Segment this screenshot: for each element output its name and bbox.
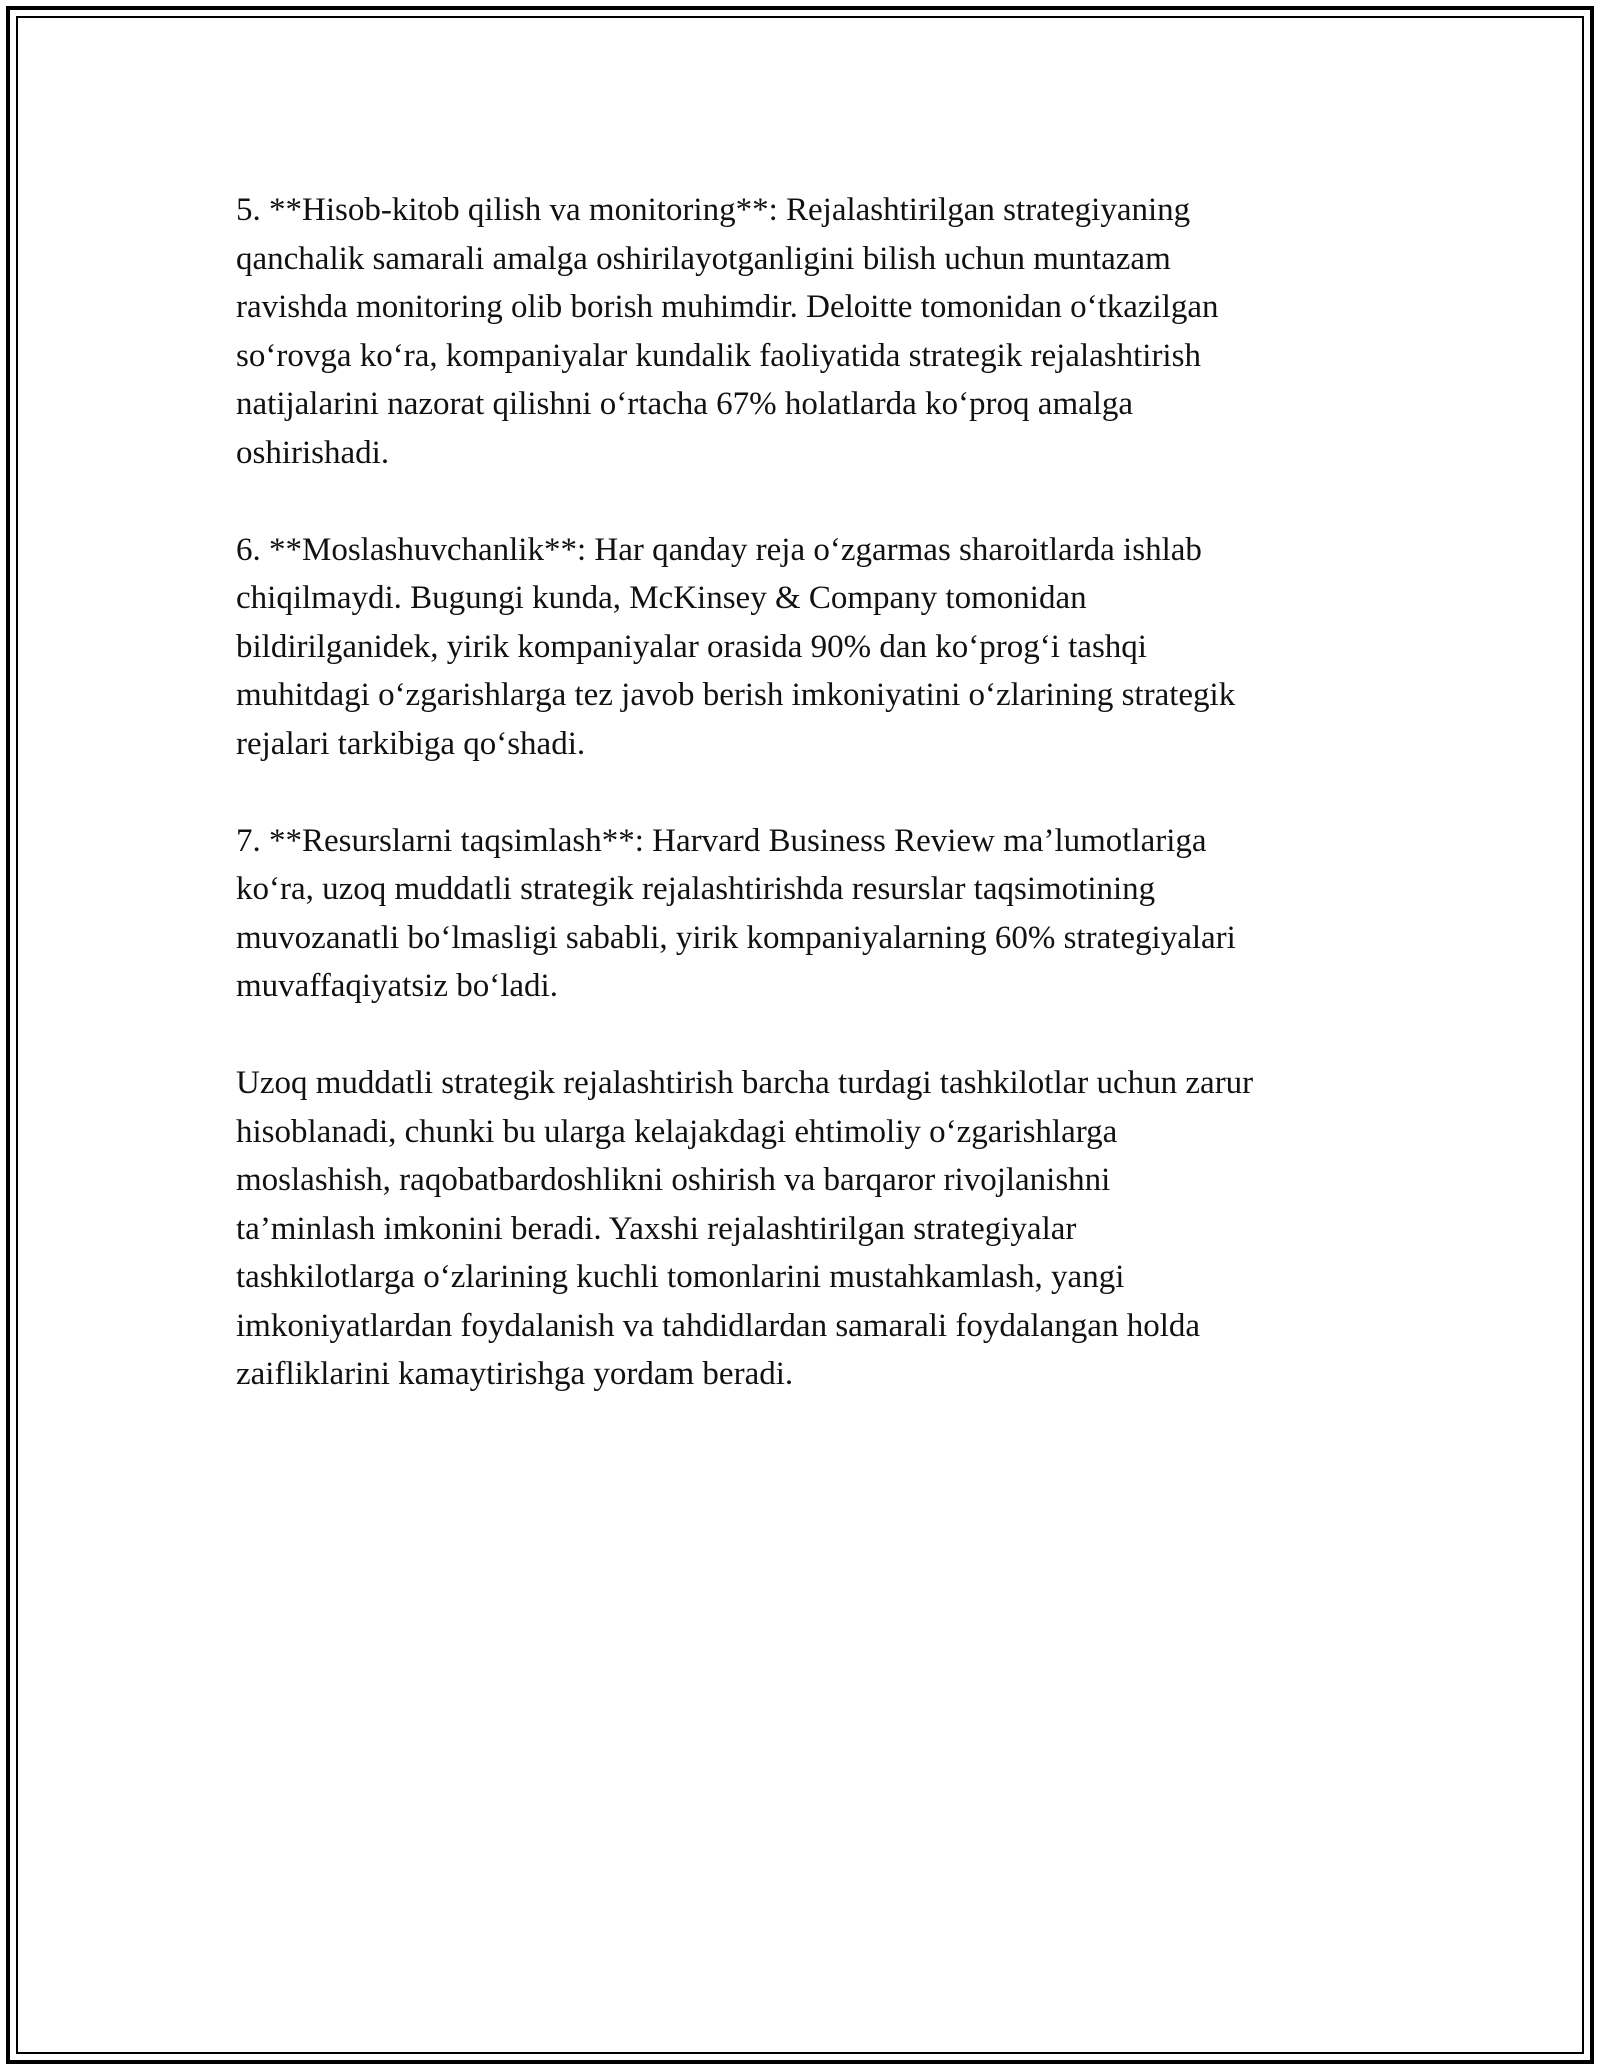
paragraph-monitoring: 5. **Hisob-kitob qilish va monitoring**: Rejalashtirilgan strategiyaning qanchalik samarali amalga oshirilayotganligini bilish uchun muntazam ravishda monitoring olib borish muhimdir. Deloitte tomonidan o‘tkazilgan so‘rovga ko‘ra, kompaniyalar kundalik faoliyatida strategik rejalashtirish natijalarini nazorat qilishni o‘rtacha 67% holatlarda ko‘proq amalga oshirishadi.: [236, 192, 1219, 471]
paragraph-conclusion: Uzoq muddatli strategik rejalashtirish barcha turdagi tashkilotlar uchun zarur hisoblanadi, chunki bu ularga kelajakdagi ehtimoliy o‘zgarishlarga moslashish, raqobatbardoshlikni oshirish va barqaror rivojlanishni ta’minlash imkonini beradi. Yaxshi rejalashtirilgan strategiyalar tashkilotlarga o‘zlarining kuchli tomonlarini mustahkamlash, yangi imkoniyatlardan foydalanish va tahdidlardan samarali foydalangan holda zaifliklarini kamaytirishga yordam beradi.: [236, 1065, 1254, 1392]
paragraph-flexibility: 6. **Moslashuvchanlik**: Har qanday reja o‘zgarmas sharoitlarda ishlab chiqilmaydi. Bugungi kunda, McKinsey & Company tomonidan bildirilganidek, yirik kompaniyalar orasida 90% dan ko‘prog‘i tashqi muhitdagi o‘zgarishlarga tez javob berish imkoniyatini o‘zlarining strategik rejalari tarkibiga qo‘shadi.: [236, 531, 1236, 762]
document-body: [236, 186, 1386, 1447]
paragraph-resource-allocation: 7. **Resurslarni taqsimlash**: Harvard Business Review ma’lumotlariga ko‘ra, uzoq muddatli strategik rejalashtirishda resurslar taqsimotining muvozanatli bo‘lmasligi sababli, yirik kompaniyalarning 60% strategiyalari muvaffaqiyatsiz bo‘ladi.: [236, 822, 1236, 1004]
